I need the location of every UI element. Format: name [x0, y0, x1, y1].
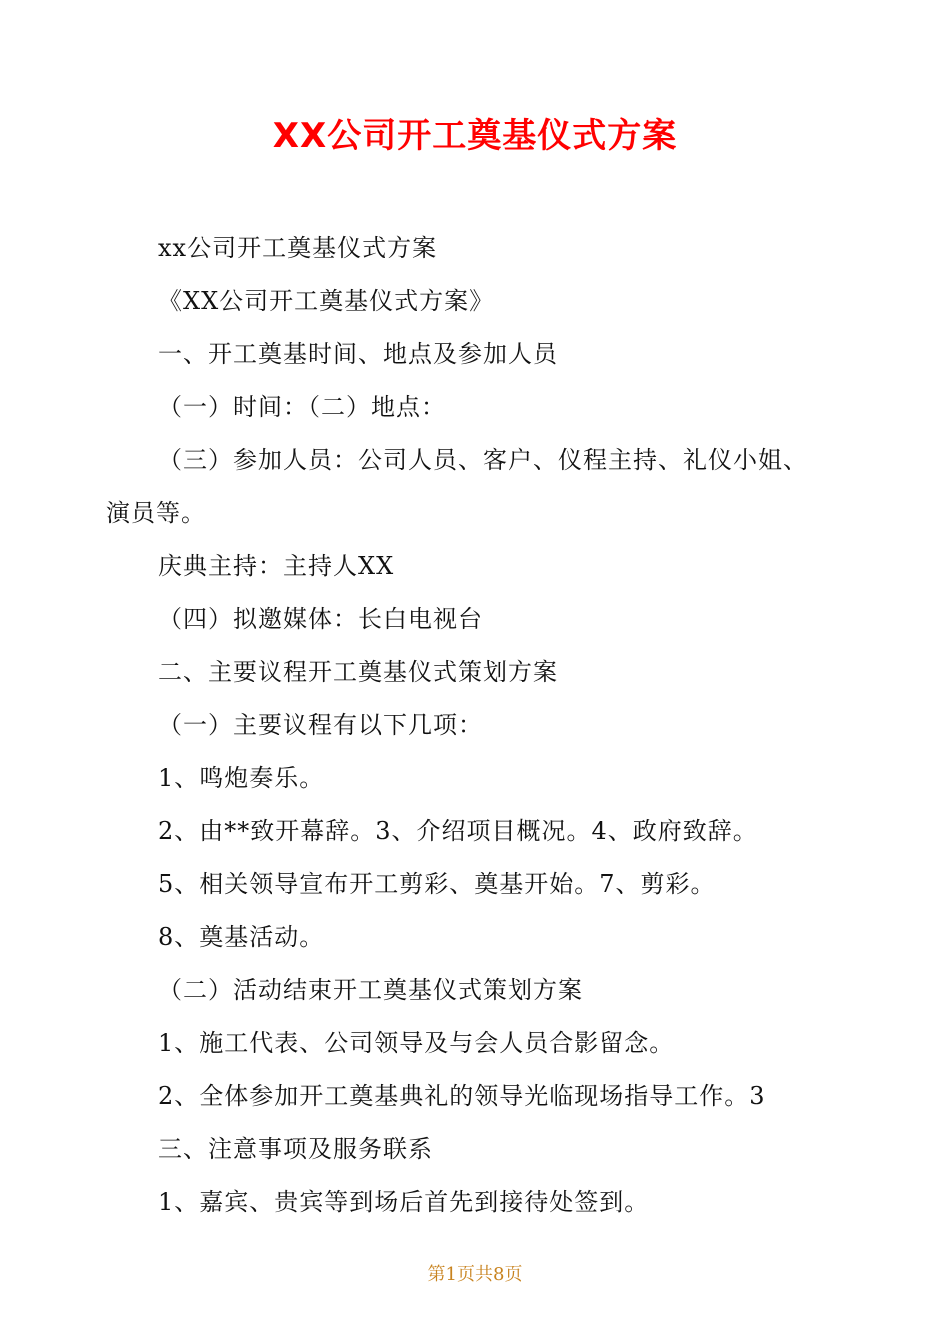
- list-item: 1、鸣炮奏乐。: [158, 764, 325, 792]
- section-heading: 一、开工奠基时间、地点及参加人员: [158, 340, 558, 368]
- document-title: XX公司开工奠基仪式方案: [272, 116, 678, 156]
- body-line: （四）拟邀媒体：长白电视台: [158, 605, 483, 633]
- body-line: 演员等。: [106, 499, 206, 527]
- list-item: 1、施工代表、公司领导及与会人员合影留念。: [158, 1029, 675, 1057]
- section-heading: 三、注意事项及服务联系: [158, 1135, 433, 1163]
- body-line: xx公司开工奠基仪式方案: [158, 234, 438, 262]
- list-item: 2、由**致开幕辞。3、介绍项目概况。4、政府致辞。: [158, 817, 758, 845]
- page-footer: 第1页共8页: [427, 1264, 523, 1285]
- list-item: 5、相关领导宣布开工剪彩、奠基开始。7、剪彩。: [158, 870, 716, 898]
- body-line: 《XX公司开工奠基仪式方案》: [158, 287, 495, 315]
- body-line: （一）时间：（二）地点：: [158, 393, 446, 421]
- body-line: 庆典主持：主持人XX: [158, 552, 395, 580]
- section-heading: 二、主要议程开工奠基仪式策划方案: [158, 658, 558, 686]
- body-line: （三）参加人员：公司人员、客户、仪程主持、礼仪小姐、: [158, 446, 808, 474]
- body-line: （二）活动结束开工奠基仪式策划方案: [158, 976, 583, 1004]
- list-item: 2、全体参加开工奠基典礼的领导光临现场指导工作。3: [158, 1082, 766, 1110]
- body-line: （一）主要议程有以下几项：: [158, 711, 483, 739]
- list-item: 1、嘉宾、贵宾等到场后首先到接待处签到。: [158, 1188, 650, 1216]
- list-item: 8、奠基活动。: [158, 923, 325, 951]
